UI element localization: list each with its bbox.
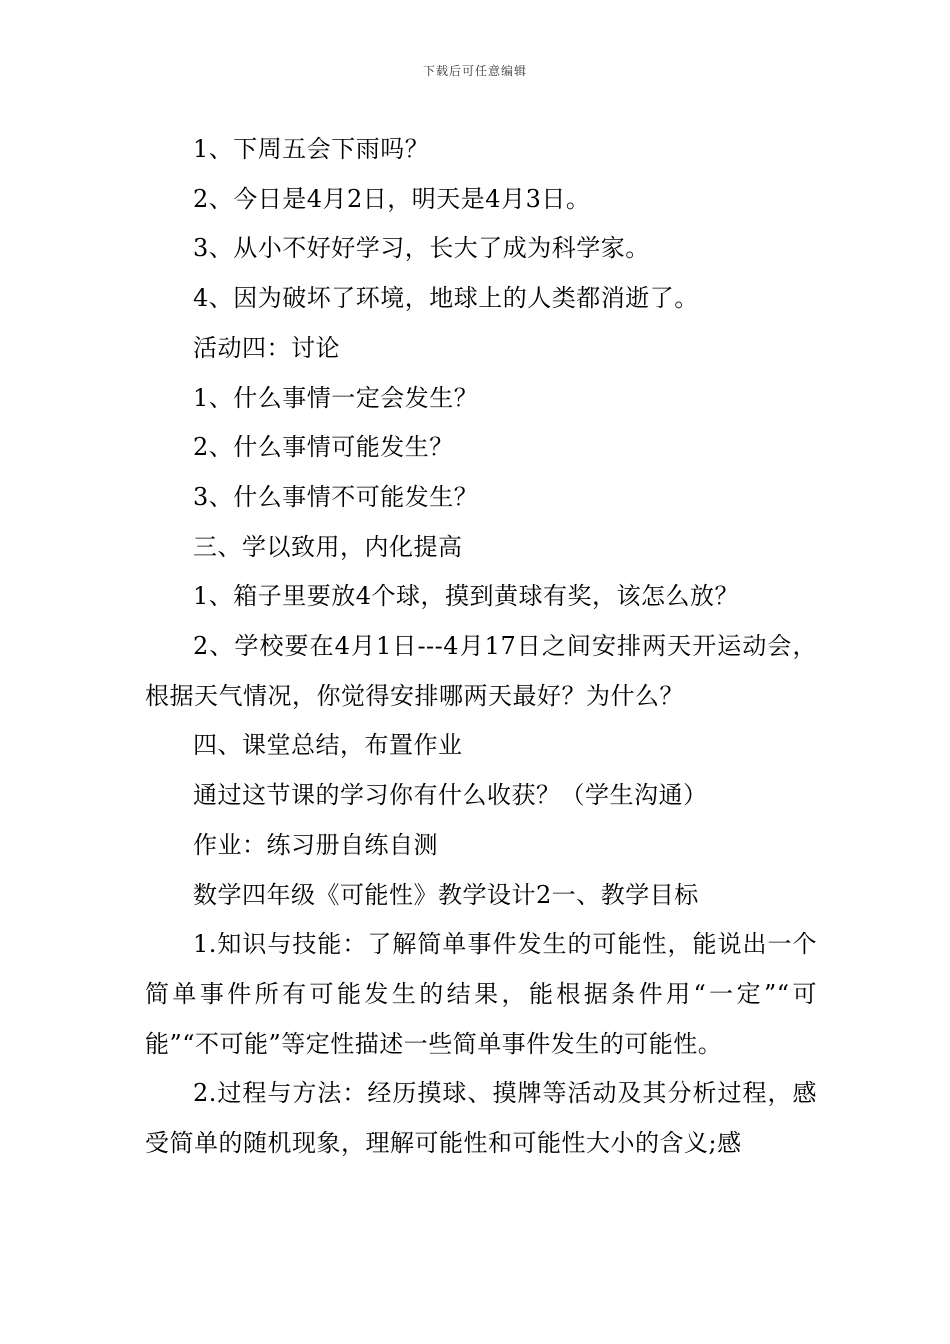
paragraph-goal-knowledge: 1.知识与技能：了解简单事件发生的可能性，能说出一个简单事件所有可能发生的结果，能根据条件用“一定”“可能”“不可能”等定性描述一些简单事件发生的可能性。 [145,930,817,1058]
paragraph-design-title: 数学四年级《可能性》教学设计2一、教学目标 [193,880,699,909]
paragraph-discussion-1: 1、什么事情一定会发生？ [193,383,479,412]
paragraph-homework: 作业：练习册自练自测 [193,830,438,859]
paragraph-discussion-3: 3、什么事情不可能发生？ [193,482,479,511]
section-heading-summary: 四、课堂总结，布置作业 [193,731,463,760]
paragraph-question-4: 4、因为破坏了环境，地球上的人类都消逝了。 [193,284,699,313]
paragraph-summary-question: 通过这节课的学习你有什么收获？（学生沟通） [193,781,708,810]
paragraph-question-1: 1、下周五会下雨吗？ [193,135,430,163]
paragraph-apply-2: 2、学校要在4月1日---4月17日之间安排两天开运动会，根据天气情况，你觉得安排哪两天最好？为什么？ [145,632,817,710]
paragraph-discussion-2: 2、什么事情可能发生？ [193,433,454,462]
page-header: 下载后可任意编辑 [422,64,527,78]
paragraph-apply-1: 1、箱子里要放4个球，摸到黄球有奖，该怎么放？ [193,582,740,611]
document-body [145,125,817,1169]
paragraph-question-2: 2、今日是4月2日，明天是4月3日。 [193,184,591,213]
paragraph-question-3: 3、从小不好好学习，长大了成为科学家。 [193,234,650,263]
section-heading-activity-4: 活动四：讨论 [193,333,340,362]
section-heading-apply: 三、学以致用，内化提高 [193,532,463,561]
paragraph-goal-process: 2.过程与方法：经历摸球、摸牌等活动及其分析过程，感受简单的随机现象，理解可能性和可能性大小的含义;感 [145,1079,817,1158]
